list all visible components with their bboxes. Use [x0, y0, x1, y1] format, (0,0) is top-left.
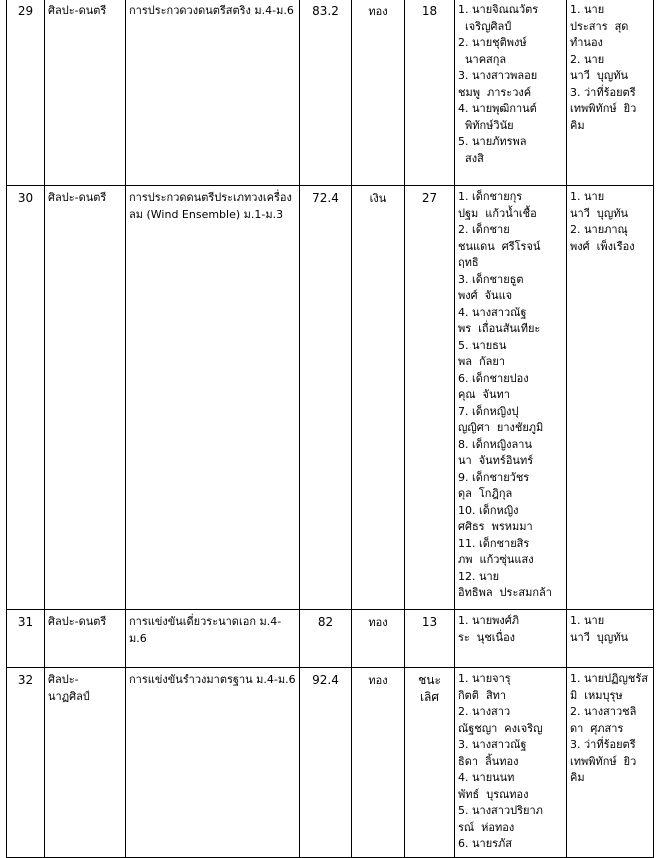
table-row: [7, 186, 654, 610]
event-cell: [126, 610, 300, 668]
students-cell: [455, 0, 567, 186]
row-number-text: 31: [17, 615, 34, 629]
student-line: ธิดา ลิ้นทอง: [458, 754, 519, 768]
student-line: 5. นางสาวปริยาภ: [458, 804, 543, 817]
teachers-cell: [567, 668, 654, 858]
teacher-line: เทพพิทักษ์ ยิว: [570, 754, 637, 768]
teacher-line: มิ เหมบุรุษ: [570, 688, 623, 702]
student-line: 1. นายจารุ: [458, 672, 511, 685]
teachers-cell: [567, 0, 654, 186]
student-line: 3. เด็กชายธูต: [458, 272, 524, 286]
results-table: [6, 0, 654, 858]
student-line: อิทธิพล ประสมกล้า: [458, 586, 552, 599]
student-line: 2. นายชุติพงษ์: [458, 36, 527, 49]
students-cell: [455, 668, 567, 858]
teacher-line: ดา ศุภสาร: [570, 721, 624, 735]
student-line: สงสิ: [458, 151, 484, 165]
event-cell-text: การแข่งขันรำวงมาตรฐาน ม.4-ม.6: [129, 673, 296, 686]
student-line: ณัฐชญา คงเจริญ: [458, 721, 543, 735]
row-number: [7, 0, 45, 186]
teacher-line: เทพพิทักษ์ ยิว: [570, 102, 637, 115]
student-line: 4. นายนนท: [458, 771, 515, 784]
event-cell: [126, 668, 300, 858]
teacher-line: 1. นาย: [570, 190, 605, 203]
subject-cell: [45, 0, 126, 186]
rank-cell-text: 13: [421, 615, 438, 629]
row-number: [7, 610, 45, 668]
event-cell: [126, 0, 300, 186]
score-cell: [300, 668, 352, 858]
subject-cell: [45, 610, 126, 668]
score-cell-text: 82: [317, 615, 334, 629]
row-number: [7, 186, 45, 610]
score-cell: [300, 610, 352, 668]
student-line: 3. นางสาวณัฐ: [458, 738, 527, 751]
event-cell-text: การประกวดวงดนตรีสตริง ม.4-ม.6: [129, 4, 294, 17]
event-cell-text: การประกวดดนตรีประเภทวงเครื่องลม (Wind Ensemble) ม.1-ม.3: [129, 191, 292, 221]
student-line: ภพ แก้วซุ่นแสง: [458, 553, 534, 566]
medal-cell: [352, 0, 405, 186]
medal-cell-text: ทอง: [368, 616, 388, 629]
student-line: พัทธ์ บุรณทอง: [458, 787, 529, 801]
teacher-line: 1. นายปฏิญชรัส: [570, 672, 648, 685]
medal-cell: [352, 668, 405, 858]
student-line: ศศิธร พรหมมา: [458, 520, 533, 533]
teacher-line: 3. ว่าที่ร้อยตรี: [570, 738, 636, 751]
student-line: 11. เด็กชายสิร: [458, 536, 530, 550]
event-cell: [126, 186, 300, 610]
student-line: ระ นุชเนื่อง: [458, 630, 516, 644]
student-line: 10. เด็กหญิง: [458, 503, 519, 517]
students-cell: [455, 186, 567, 610]
score-cell: [300, 0, 352, 186]
student-line: พร เถื่อนสันเทียะ: [458, 322, 541, 335]
teacher-line: 3. ว่าที่ร้อยตรี: [570, 85, 636, 99]
students-cell: [455, 610, 567, 668]
medal-cell: [352, 186, 405, 610]
student-line: 6. เด็กชายปอง: [458, 371, 529, 385]
student-line: 6. นายรภัส: [458, 837, 513, 850]
teachers-cell: [567, 610, 654, 668]
student-line: 12. นาย: [458, 569, 500, 583]
subject-cell-text: ศิลปะ-ดนตรี: [48, 615, 107, 628]
student-line: 1. นายพงศ์ภิ: [458, 614, 519, 627]
subject-cell-text: ศิลปะ-ดนตรี: [48, 191, 107, 204]
student-line: 5. นายภัทรพล: [458, 135, 527, 148]
teacher-line: นาวี บุญทัน: [570, 206, 628, 220]
teacher-line: 2. นายภาณุ: [570, 223, 628, 236]
score-cell-text: 83.2: [312, 4, 339, 18]
rank-cell: [405, 610, 455, 668]
subject-cell-text: ศิลปะ- นาฏศิลป์: [48, 673, 90, 703]
student-line: 8. เด็กหญิงลาน: [458, 437, 532, 451]
student-line: 1. เด็กชายกุร: [458, 190, 523, 203]
medal-cell-text: ทอง: [368, 5, 388, 18]
student-line: ชนแดน ศรีโรจน์: [458, 239, 541, 253]
row-number-text: 29: [17, 4, 34, 18]
student-line: 2. เด็กชาย: [458, 223, 510, 236]
student-line: เจริญศิลป์: [458, 19, 512, 33]
rank-cell-text: 18: [421, 4, 438, 18]
rank-cell: [405, 668, 455, 858]
medal-cell: [352, 610, 405, 668]
teacher-line: 1. นาย: [570, 614, 605, 627]
subject-cell: [45, 186, 126, 610]
teachers-cell: [567, 186, 654, 610]
row-number-text: 30: [17, 191, 34, 205]
student-line: คุณ จันทา: [458, 388, 510, 401]
student-line: ญญิศา ยางชัยภูมิ: [458, 421, 544, 434]
table-row: [7, 610, 654, 668]
teacher-line: 1. นาย: [570, 3, 605, 16]
student-line: 4. นายพุฒิกานต์: [458, 102, 537, 115]
student-line: 4. นางสาวณัฐ: [458, 305, 527, 319]
student-line: กิตติ สิทา: [458, 688, 507, 702]
score-cell-text: 72.4: [312, 191, 339, 205]
rank-cell: [405, 0, 455, 186]
medal-cell-text: ทอง: [368, 674, 388, 687]
teacher-line: พงศ์ เพ็งเรือง: [570, 239, 635, 253]
table-row: [7, 0, 654, 186]
score-cell-text: 92.4: [312, 673, 339, 687]
student-line: 9. เด็กชายวัชร: [458, 470, 530, 484]
student-line: 7. เด็กหญิงปุ: [458, 404, 519, 418]
student-line: ปฐม แก้วน้ำเชื้อ: [458, 206, 537, 220]
student-line: พงศ์ จันแจ: [458, 289, 513, 302]
student-line: ดุล โกฎิกุล: [458, 487, 513, 500]
student-line: นาคสกุล: [458, 52, 507, 66]
teacher-line: ประสาร สุด: [570, 19, 629, 33]
teacher-line: นาวี บุญทัน: [570, 630, 628, 644]
student-line: นา จันทร์อินทร์: [458, 454, 534, 467]
subject-cell: [45, 668, 126, 858]
teacher-line: คิม: [570, 118, 585, 132]
teacher-line: 2. นางสาวชลิ: [570, 705, 637, 718]
event-cell-text: การแข่งขันเดี่ยวระนาดเอก ม.4-ม.6: [129, 615, 282, 645]
student-line: 2. นางสาว: [458, 705, 511, 718]
rank-cell-text: ชนะ เลิศ: [418, 673, 441, 704]
rank-cell-text: 27: [421, 191, 438, 205]
rank-cell: [405, 186, 455, 610]
student-line: พิทักษ์วินัย: [458, 118, 514, 132]
table-row: [7, 668, 654, 858]
medal-cell-text: เงิน: [369, 192, 387, 205]
student-line: 1. นายจิณณวัตร: [458, 3, 539, 16]
row-number-text: 32: [17, 673, 34, 687]
student-line: รณ์ ห่อทอง: [458, 820, 515, 834]
student-line: 3. นางสาวพลอย: [458, 69, 538, 82]
teacher-line: คิม: [570, 771, 585, 784]
student-line: ชมพู ภาระวงค์: [458, 85, 532, 99]
teacher-line: 2. นาย: [570, 52, 605, 66]
subject-cell-text: ศิลปะ-ดนตรี: [48, 4, 107, 17]
student-line: ฤทธิ: [458, 256, 479, 269]
score-cell: [300, 186, 352, 610]
row-number: [7, 668, 45, 858]
teacher-line: ทำนอง: [570, 36, 603, 49]
student-line: พล กัลยา: [458, 355, 506, 368]
teacher-line: นาวี บุญทัน: [570, 69, 628, 82]
student-line: 5. นายธน: [458, 338, 507, 352]
